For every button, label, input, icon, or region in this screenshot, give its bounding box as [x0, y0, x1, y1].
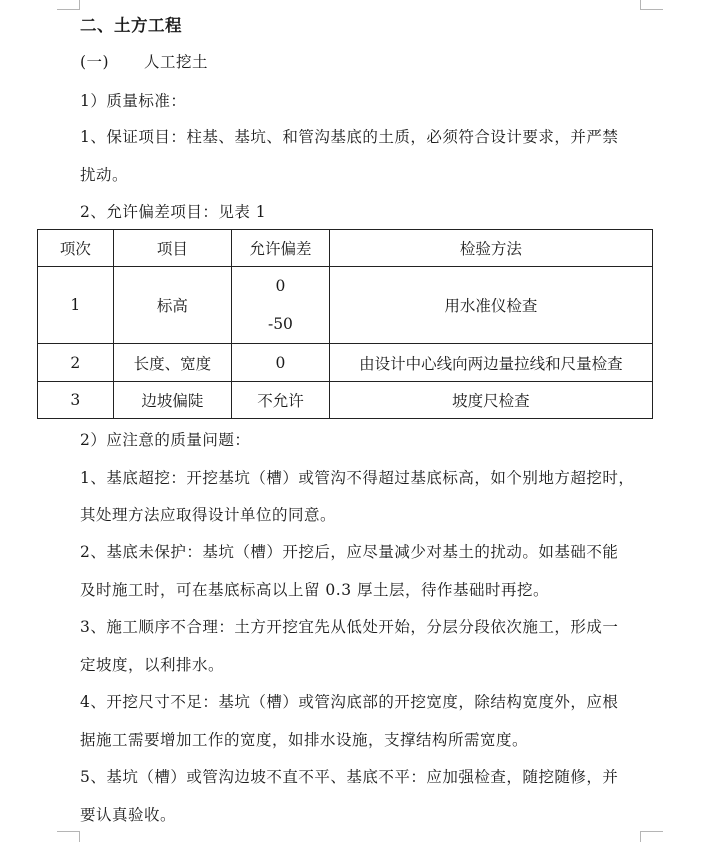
row-tolerance-cell — [232, 267, 330, 344]
page-corner-mark — [57, 0, 80, 10]
table-row — [38, 382, 653, 419]
header-cell: 项目 — [113, 230, 232, 267]
issue-1-line2: 其处理方法应取得设计单位的同意。 — [80, 506, 337, 524]
issue-2-line2: 及时施工时，可在基底标高以上留 0.3 厚土层，待作基础时再挖。 — [80, 581, 550, 599]
header-cell: 允许偏差 — [232, 230, 330, 267]
row-item-cell: 长度、宽度 — [113, 344, 232, 382]
row-number-cell: 1 — [38, 267, 114, 344]
subsection-number: (一) — [80, 53, 110, 71]
row-method-cell: 由设计中心线向两边量拉线和尺量检查 — [329, 344, 652, 382]
issue-4-line1: 4、开挖尺寸不足：基坑（槽）或管沟底部的开挖宽度，除结构宽度外，应根 — [80, 693, 619, 711]
issue-3-line1: 3、施工顺序不合理：土方开挖宜先从低处开始，分层分段依次施工，形成一 — [80, 618, 619, 636]
issue-5-line2: 要认真验收。 — [80, 806, 177, 824]
row-tolerance-cell: 不允许 — [232, 382, 330, 419]
row-number-cell: 3 — [38, 382, 114, 419]
quality-issues-title: 2）应注意的质量问题： — [80, 431, 251, 449]
guarantee-item-line1: 1、保证项目：柱基、基坑、和管沟基底的土质，必须符合设计要求，并严禁 — [80, 128, 619, 146]
section-heading: 二、土方工程 — [80, 16, 182, 35]
row-tolerance-cell: 0 — [232, 344, 330, 382]
row-item-cell: 边坡偏陡 — [113, 382, 232, 419]
row-item-cell: 标高 — [113, 267, 232, 344]
issue-3-line2: 定坡度，以利排水。 — [80, 656, 225, 674]
tolerance-lower: -50 — [267, 315, 293, 333]
tolerance-upper: 0 — [275, 277, 286, 295]
row-number-cell: 2 — [38, 344, 114, 382]
table-row — [38, 267, 653, 344]
page-corner-mark — [57, 831, 80, 842]
subsection-heading — [80, 50, 208, 72]
header-cell: 检验方法 — [329, 230, 652, 267]
issue-4-line2: 据施工需要增加工作的宽度，如排水设施，支撑结构所需宽度。 — [80, 731, 529, 749]
table-row — [38, 344, 653, 382]
tolerance-table — [37, 229, 653, 419]
issue-1-line1: 1、基底超挖：开挖基坑（槽）或管沟不得超过基底标高，如个别地方超挖时， — [80, 469, 635, 487]
quality-standard-title: 1）质量标准： — [80, 92, 187, 110]
guarantee-item-line2: 扰动。 — [80, 166, 129, 184]
subsection-title: 人工挖土 — [143, 53, 208, 71]
row-method-cell: 用水准仪检查 — [329, 267, 652, 344]
header-cell: 项次 — [38, 230, 114, 267]
row-method-cell: 坡度尺检查 — [329, 382, 652, 419]
page-corner-mark — [640, 0, 663, 10]
page-corner-mark — [640, 831, 663, 842]
table-header-row — [38, 230, 653, 267]
issue-2-line1: 2、基底未保护：基坑（槽）开挖后，应尽量减少对基土的扰动。如基础不能 — [80, 543, 619, 561]
tolerance-item: 2、允许偏差项目：见表 1 — [80, 203, 267, 221]
issue-5-line1: 5、基坑（槽）或管沟边坡不直不平、基底不平：应加强检查，随挖随修，并 — [80, 768, 619, 786]
